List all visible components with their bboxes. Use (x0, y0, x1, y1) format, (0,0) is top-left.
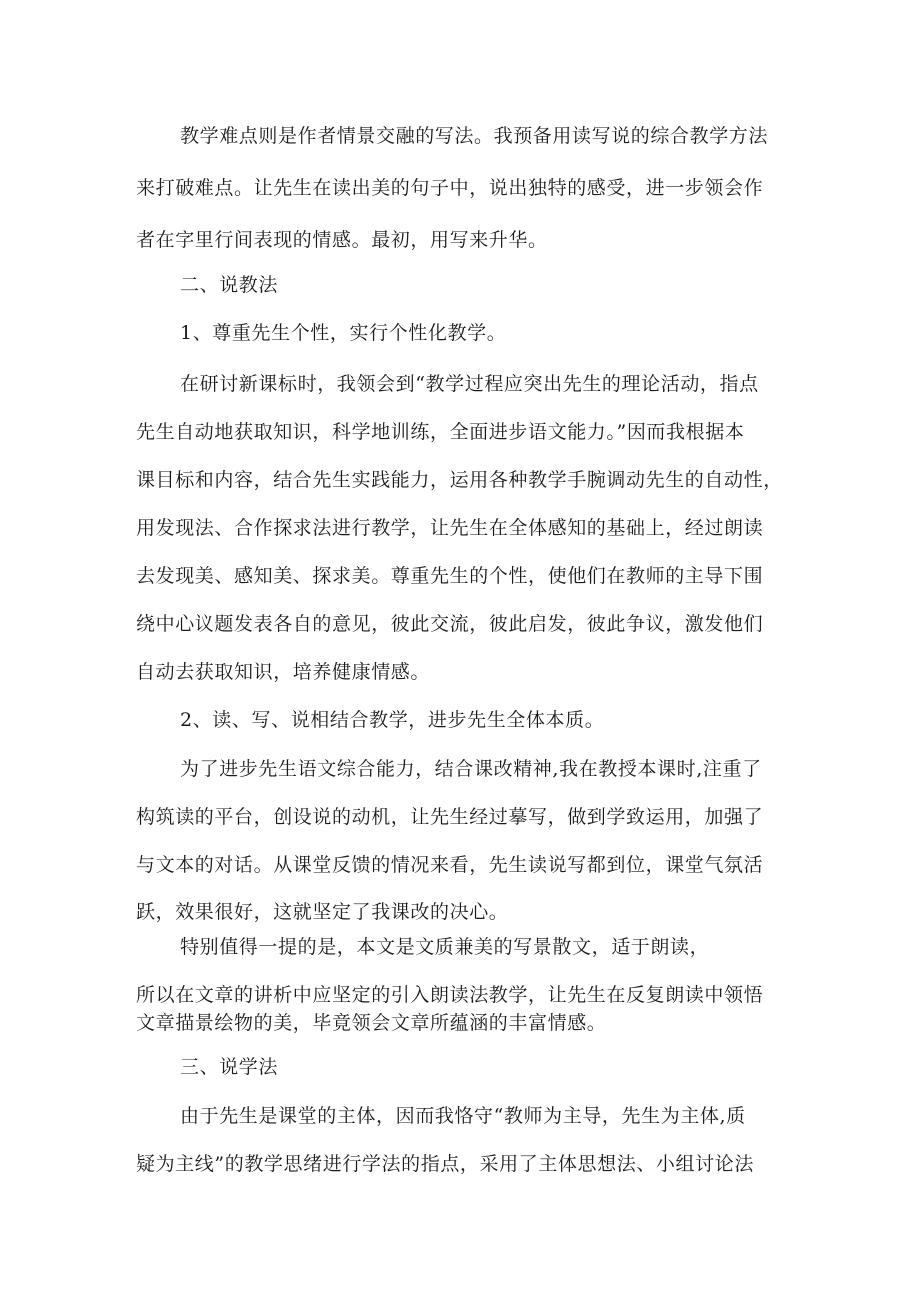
paragraph-line: 所以在文章的讲析中应坚定的引入朗读法教学，让先生在反复朗读中领悟 (136, 984, 764, 1006)
paragraph-line: 特别值得一提的是，本文是文质兼美的写景散文，适于朗读， (180, 936, 710, 958)
paragraph-line: 课目标和内容，结合先生实践能力，运用各种教学手腕调动先生的自动性， (136, 469, 783, 491)
paragraph-line: 由于先生是课堂的主体，因而我恪守“教师为主导，先生为主体,质 (180, 1105, 746, 1127)
section-heading: 二、说教法 (180, 274, 279, 296)
paragraph-line: 跃，效果很好，这就坚定了我课改的决心。 (136, 901, 509, 923)
paragraph-line: 来打破难点。让先生在读出美的句子中，说出独特的感受，进一步领会作 (136, 177, 764, 199)
paragraph-line: 去发现美、感知美、探求美。尊重先生的个性，使他们在教师的主导下围 (136, 565, 764, 587)
paragraph-line: 构筑读的平台，创设说的动机，让先生经过摹写，做到学致运用，加强了 (136, 806, 764, 828)
paragraph-line: 绕中心议题发表各自的意见，彼此交流，彼此启发，彼此争议，激发他们 (136, 613, 764, 635)
paragraph-line: 先生自动地获取知识，科学地训练，全面进步语文能力。”因而我根据本 (136, 421, 745, 443)
paragraph-line: 与文本的对话。从课堂反馈的情况来看，先生读说写都到位，课堂气氛活 (136, 854, 764, 876)
section-heading: 三、说学法 (180, 1056, 279, 1078)
subsection-heading: 2、读、写、说相结合教学，进步先生全体本质。 (180, 709, 605, 731)
paragraph-line: 疑为主线”的教学思绪进行学法的指点，采用了主体思想法、小组讨论法 (136, 1153, 754, 1175)
paragraph-line: 为了进步先生语文综合能力，结合课改精神,我在教授本课时,注重了 (180, 758, 762, 780)
paragraph-line: 用发现法、合作探求法进行教学，让先生在全体感知的基础上，经过朗读 (136, 517, 764, 539)
subsection-heading: 1、尊重先生个性，实行个性化教学。 (180, 322, 507, 344)
paragraph-line: 教学难点则是作者情景交融的写法。我预备用读写说的综合教学方法 (180, 125, 769, 147)
paragraph-line: 自动去获取知识，培养健康情感。 (136, 661, 431, 683)
paragraph-line: 文章描景绘物的美，毕竟领会文章所蕴涵的丰富情感。 (136, 1012, 607, 1034)
paragraph-line: 者在字里行间表现的情感。最初，用写来升华。 (136, 229, 548, 251)
paragraph-line: 在研讨新课标时，我领会到“教学过程应突出先生的理论活动，指点 (180, 373, 759, 395)
